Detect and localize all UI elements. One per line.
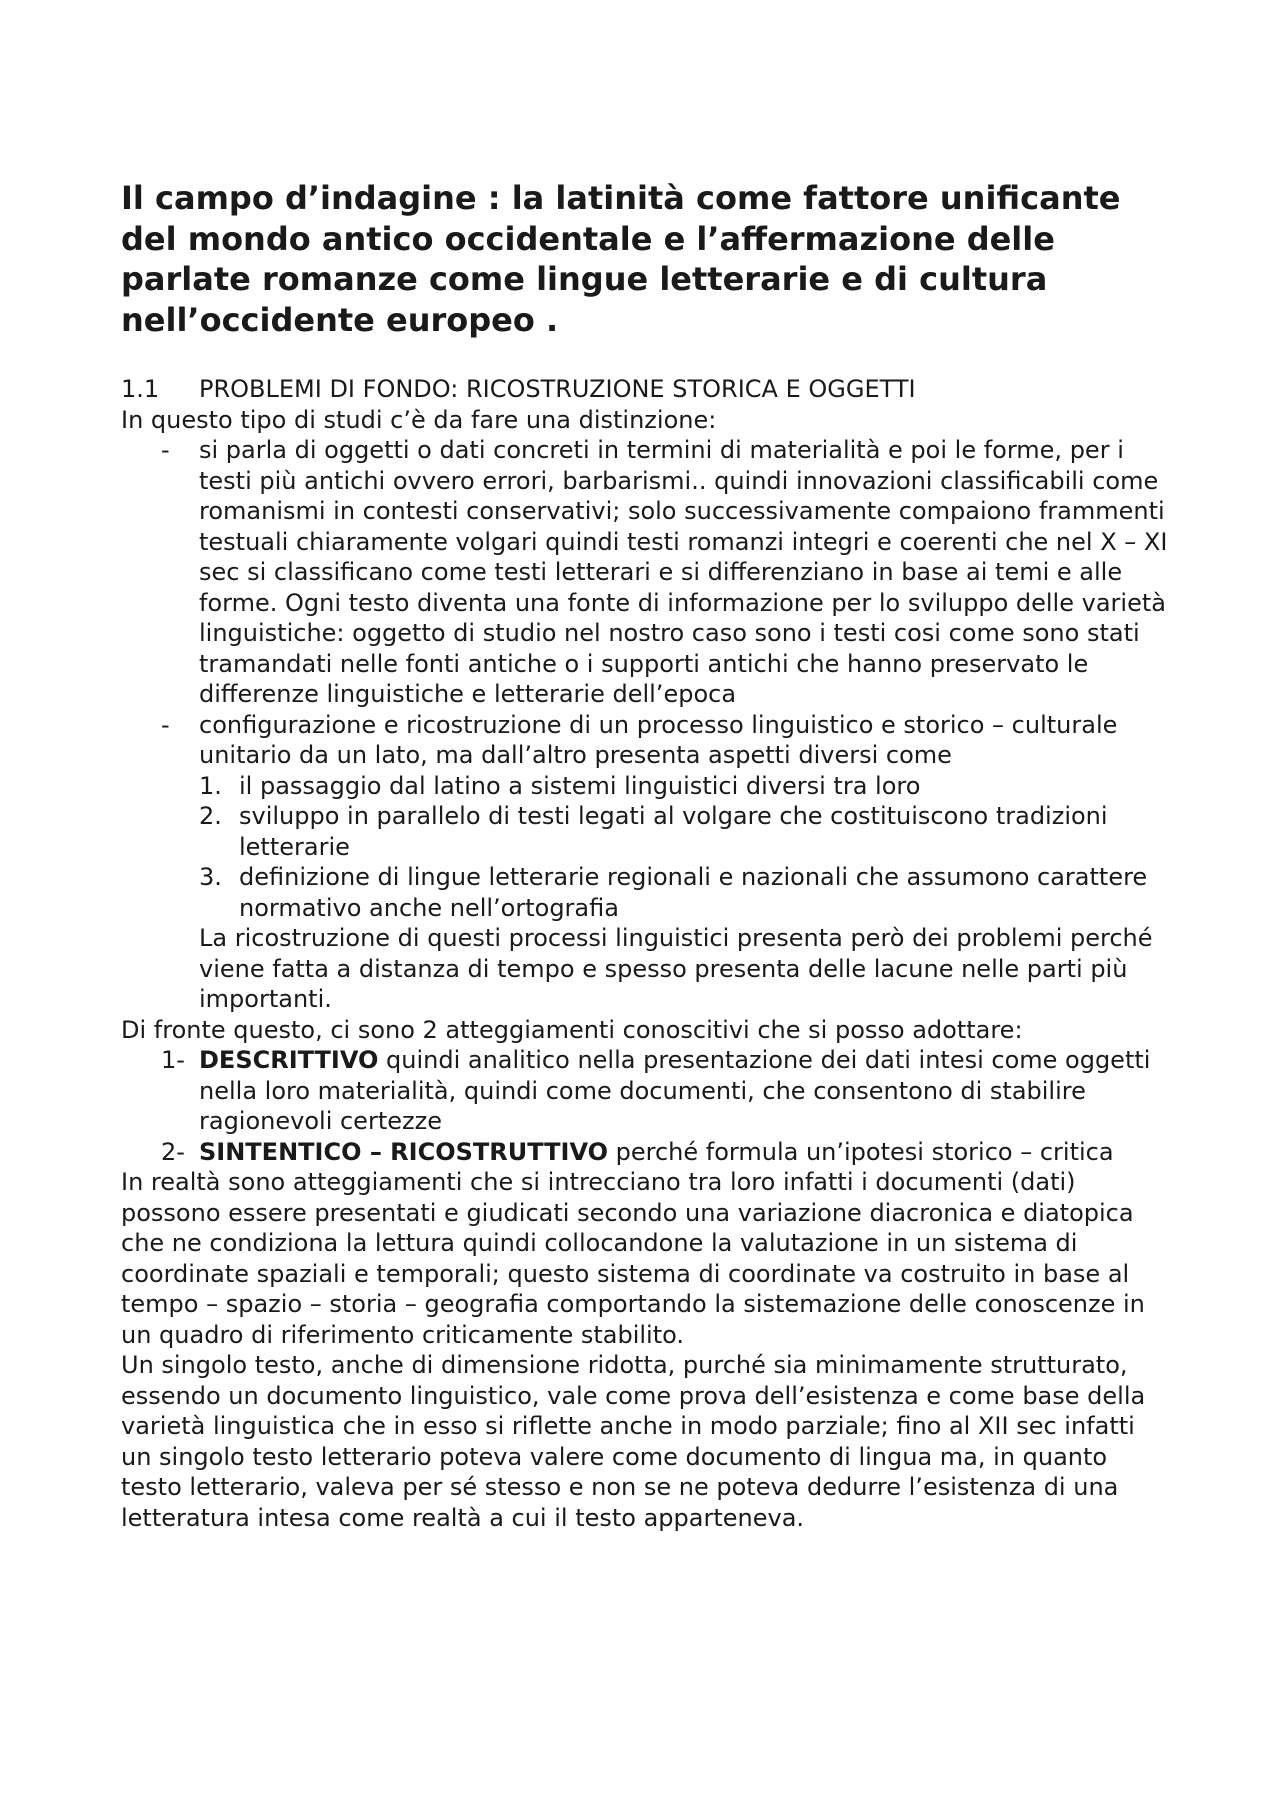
list-item-text: si parla di oggetti o dati concreti in termini di materialità e poi le forme, per i testi più antichi ovvero errori, barbarismi.. quindi innovazioni classificabili come romanismi in contesti conservativi; solo successivamente compaiono frammenti testuali chiaramente volgari quindi testi romanzi integri e coerenti che nel X – XI sec si classificano come testi letterari e si differenziano in base ai temi e alle forme. Ogni testo diventa una fonte di informazione per lo sviluppo delle varietà linguistiche: oggetto di studio nel nostro caso sono i testi cosi come sono stati tramandati nelle fonti antiche o i supporti antichi che hanno preservato le differenze linguistiche e letterarie dell’epoca: [199, 436, 1168, 708]
list-item: [121, 710, 1171, 771]
numbered-list-text: il passaggio dal latino a sistemi linguistici diversi tra loro: [239, 771, 921, 800]
numbered-list-text: definizione di lingue letterarie regionali e nazionali che assumono carattere normativo anche nell’ortografia: [239, 863, 1148, 922]
numbered-list-item: [121, 862, 1171, 923]
section-number: 1.1: [121, 375, 160, 403]
attitude-item: [121, 1137, 1171, 1168]
section-heading-text: PROBLEMI DI FONDO: RICOSTRUZIONE STORICA E OGGETTI: [199, 375, 916, 403]
list-item-marker: -: [161, 710, 170, 739]
numbered-list-item: [121, 771, 1171, 802]
list-item-text: configurazione e ricostruzione di un processo linguistico e storico – culturale unitario da un lato, ma dall’altro presenta aspetti diversi come: [199, 710, 1118, 769]
attitude-term: SINTENTICO – RICOSTRUTTIVO: [199, 1137, 609, 1166]
attitude-text: [199, 1045, 1171, 1137]
numbered-list-item: [121, 801, 1171, 862]
attitude-marker: 1-: [161, 1046, 185, 1074]
attitude-description: perché formula un’ipotesi storico – critica: [608, 1137, 1114, 1166]
attitude-term: DESCRITTIVO: [199, 1046, 379, 1074]
document-page: [121, 178, 1171, 1533]
intro-paragraph: In questo tipo di studi c’è da fare una distinzione:: [121, 405, 717, 434]
list-item-marker: -: [161, 436, 170, 464]
attitude-description: quindi analitico nella presentazione dei dati intesi come oggetti nella loro materialità, quindi come documenti, che consentono di stabilire ragionevoli certezze: [199, 1046, 1151, 1135]
list-item: [121, 435, 1171, 710]
numbered-list-marker: 1.: [199, 771, 222, 800]
attitude-text: [199, 1137, 1171, 1168]
numbered-list-marker: 3.: [199, 863, 222, 891]
attitudes-intro: Di fronte questo, ci sono 2 atteggiamenti conoscitivi che si posso adottare:: [121, 1015, 1023, 1044]
numbered-list-marker: 2.: [199, 802, 222, 830]
reconstruction-note: La ricostruzione di questi processi linguistici presenta però dei problemi perché viene fatta a distanza di tempo e spesso presenta delle lacune nelle parti più importanti.: [199, 924, 1153, 1013]
document-title: Il campo d’indagine : la latinità come fattore unificante del mondo antico occidentale e l’affermazione delle parlate romanze come lingue letterarie e di cultura nell’occidente europeo .: [121, 179, 1121, 339]
attitude-marker: 2-: [161, 1137, 185, 1166]
numbered-list-text: sviluppo in parallelo di testi legati al volgare che costituiscono tradizioni letterarie: [239, 802, 1108, 861]
reality-paragraph: In realtà sono atteggiamenti che si intrecciano tra loro infatti i documenti (dati) possono essere presentati e giudicati secondo una variazione diacronica e diatopica che ne condiziona la lettura quindi collocandone la valutazione in un sistema di coordinate spaziali e temporali; questo sistema di coordinate va costruito in base al tempo – spazio – storia – geografia comportando la sistemazione delle conoscenze in un quadro di riferimento criticamente stabilito.: [121, 1168, 1145, 1349]
single-text-paragraph: Un singolo testo, anche di dimensione ridotta, purché sia minimamente strutturato, essendo un documento linguistico, vale come prova dell’esistenza e come base della varietà linguistica che in esso si riflette anche in modo parziale; fino al XII sec infatti un singolo testo letterario poteva valere come documento di lingua ma, in quanto testo letterario, valeva per sé stesso e non se ne poteva dedurre l’esistenza di una letteratura intesa come realtà a cui il testo apparteneva.: [121, 1351, 1146, 1532]
section-heading: [121, 374, 1171, 405]
attitude-item: [121, 1045, 1171, 1137]
